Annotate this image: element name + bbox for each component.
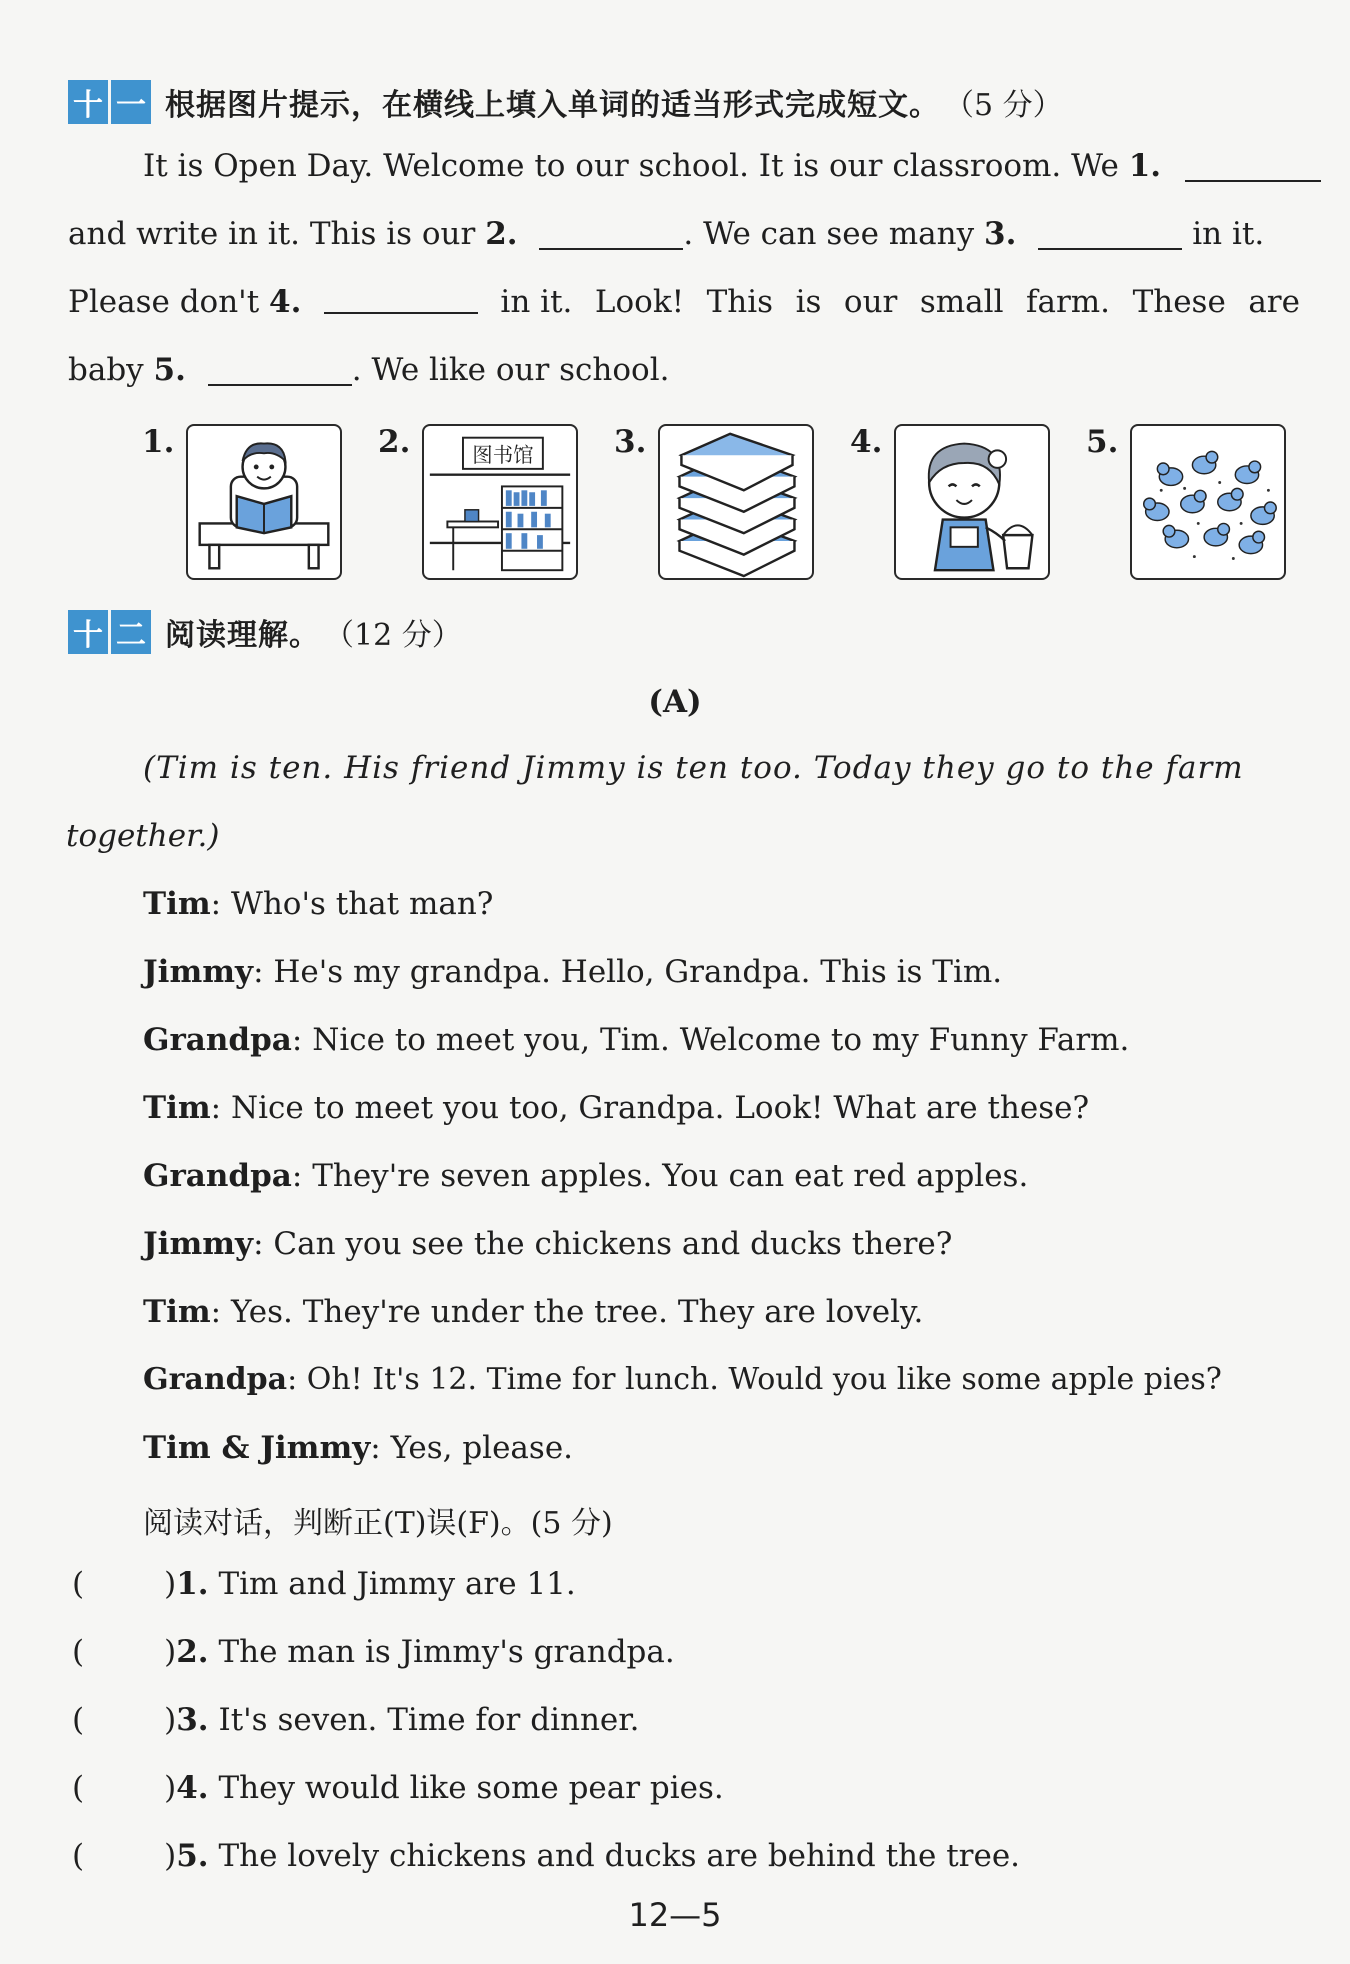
dialogue-line	[143, 1226, 952, 1262]
dialogue-line	[143, 1090, 1089, 1126]
dialogue-text: Oh! It's 12. Time for lunch. Would you like some apple pies?	[306, 1362, 1222, 1397]
library-icon	[422, 424, 578, 580]
passage-text: . We can see many	[683, 216, 984, 252]
speaker-name: Jimmy	[143, 1226, 254, 1262]
passage-text: and write in it. This is our	[68, 216, 486, 252]
tf-instruction: 阅读对话，判断正(T)误(F)。(5 分)	[143, 1506, 613, 1541]
speaker-name: Grandpa	[143, 1362, 288, 1397]
blank-2[interactable]	[539, 220, 683, 250]
answer-paren-close: )	[164, 1838, 177, 1874]
speaker-name: Grandpa	[143, 1022, 292, 1058]
dialogue-line	[143, 1158, 1028, 1194]
question-text: It's seven. Time for dinner.	[218, 1702, 640, 1738]
speaker-name: Tim	[143, 1090, 211, 1126]
passage-text: It is Open Day. Welcome to our school. It is our classroom. We	[143, 148, 1129, 184]
dialogue-text: Yes. They're under the tree. They are lovely.	[230, 1294, 924, 1330]
picture-number: 5.	[1086, 424, 1119, 460]
speaker-name: Grandpa	[143, 1158, 292, 1194]
dialogue-line	[143, 1022, 1129, 1058]
passage-line-4	[68, 352, 669, 388]
speaker-name: Tim & Jimmy	[143, 1430, 371, 1466]
tf-question	[72, 1634, 675, 1670]
chicks-icon	[1130, 424, 1286, 580]
badge-char: 十	[68, 80, 108, 124]
answer-paren-open: (	[72, 1634, 85, 1670]
passage-text: This	[706, 284, 774, 320]
speaker-colon: :	[210, 886, 231, 922]
picture-number: 2.	[378, 424, 411, 460]
passage-line-1	[143, 148, 1321, 184]
badge-char: 二	[111, 610, 151, 654]
boy-reading-icon	[186, 424, 342, 580]
question-number: 4.	[176, 1770, 209, 1806]
blank-number: 4.	[269, 284, 302, 320]
part-label: (A)	[648, 684, 702, 720]
speaker-colon: :	[253, 954, 274, 990]
answer-paren-open: (	[72, 1702, 85, 1738]
speaker-colon: :	[370, 1430, 391, 1466]
speaker-colon: :	[210, 1090, 231, 1126]
question-text: The lovely chickens and ducks are behind the tree.	[218, 1838, 1021, 1874]
dialogue-text: Nice to meet you too, Grandpa. Look! What are these?	[230, 1090, 1090, 1126]
dialogue-text: He's my grandpa. Hello, Grandpa. This is Tim.	[273, 954, 1003, 990]
passage-text: . We like our school.	[351, 352, 670, 388]
passage-text: small	[919, 284, 1004, 320]
passage-text: These	[1132, 284, 1226, 320]
passage-text: farm.	[1026, 284, 1111, 320]
intro-line-2: together.)	[66, 818, 220, 854]
library-sign: 图书馆	[472, 443, 534, 468]
answer-paren-open: (	[72, 1770, 85, 1806]
section-11-score: （5 分）	[944, 88, 1063, 123]
books-stack-icon	[658, 424, 814, 580]
dialogue-line	[143, 1362, 1222, 1397]
question-number: 3.	[176, 1702, 209, 1738]
blank-number: 3.	[984, 216, 1017, 252]
blank-4[interactable]	[324, 284, 478, 314]
badge-char: 十	[68, 610, 108, 654]
dialogue-text: They're seven apples. You can eat red apples.	[312, 1158, 1029, 1194]
question-number: 1.	[176, 1566, 209, 1602]
answer-paren-close: )	[164, 1566, 177, 1602]
speaker-name: Tim	[143, 1294, 211, 1330]
answer-paren-close: )	[164, 1702, 177, 1738]
speaker-name: Jimmy	[143, 954, 254, 990]
dialogue-text: Nice to meet you, Tim. Welcome to my Funny Farm.	[312, 1022, 1130, 1058]
badge-char: 一	[111, 80, 151, 124]
passage-line-2	[68, 216, 1264, 252]
picture-number: 3.	[614, 424, 647, 460]
section-11-badge	[68, 80, 151, 124]
blank-number: 2.	[485, 216, 518, 252]
answer-paren-close: )	[164, 1770, 177, 1806]
speaker-colon: :	[210, 1294, 231, 1330]
blank-number: 5.	[153, 352, 186, 388]
dialogue-line	[143, 954, 1002, 990]
question-number: 5.	[176, 1838, 209, 1874]
section-11-title: 根据图片提示，在横线上填入单词的适当形式完成短文。	[165, 88, 940, 123]
dialogue-line	[143, 1294, 923, 1330]
dialogue-text: Can you see the chickens and ducks there?	[273, 1226, 953, 1262]
dialogue-text: Who's that man?	[230, 886, 494, 922]
blank-number: 1.	[1128, 148, 1162, 184]
blank-3[interactable]	[1038, 220, 1182, 250]
passage-text: Look!	[594, 284, 685, 320]
blank-1[interactable]	[1185, 152, 1321, 182]
speaker-colon: :	[291, 1022, 313, 1058]
tf-question	[72, 1566, 576, 1602]
blank-5[interactable]	[208, 356, 352, 386]
speaker-colon: :	[291, 1158, 313, 1194]
answer-paren-open: (	[72, 1838, 85, 1874]
picture-number: 4.	[850, 424, 883, 460]
section-11-header	[68, 77, 1063, 127]
speaker-colon: :	[287, 1362, 307, 1397]
passage-text: in it.	[1192, 216, 1265, 252]
section-12-title: 阅读理解。	[165, 618, 320, 653]
tf-question	[72, 1838, 1020, 1874]
question-text: Tim and Jimmy are 11.	[218, 1566, 576, 1602]
girl-with-bucket-icon	[894, 424, 1050, 580]
passage-text: is	[795, 284, 822, 320]
answer-paren-open: (	[72, 1566, 85, 1602]
question-text: They would like some pear pies.	[218, 1770, 724, 1806]
tf-question	[72, 1770, 724, 1806]
section-12-score: （12 分）	[324, 618, 462, 653]
dialogue-line	[143, 886, 493, 922]
question-text: The man is Jimmy's grandpa.	[218, 1634, 675, 1670]
section-12-badge	[68, 610, 151, 654]
passage-text: are	[1248, 284, 1300, 320]
picture-number: 1.	[142, 424, 175, 460]
tf-question	[72, 1702, 640, 1738]
passage-text: our	[843, 284, 898, 320]
page-number: 12—5	[628, 1896, 722, 1934]
speaker-name: Tim	[143, 886, 211, 922]
question-number: 2.	[176, 1634, 209, 1670]
passage-text: baby	[68, 352, 154, 388]
passage-text: Please don't	[68, 284, 270, 320]
dialogue-text: Yes, please.	[390, 1430, 574, 1466]
answer-paren-close: )	[164, 1634, 177, 1670]
passage-line-3	[68, 284, 1300, 320]
intro-line-1: (Tim is ten. His friend Jimmy is ten too. Today they go to the farm	[143, 750, 1244, 786]
dialogue-line	[143, 1430, 573, 1466]
passage-text: in it.	[500, 284, 573, 320]
section-12-header	[68, 607, 462, 657]
speaker-colon: :	[253, 1226, 274, 1262]
